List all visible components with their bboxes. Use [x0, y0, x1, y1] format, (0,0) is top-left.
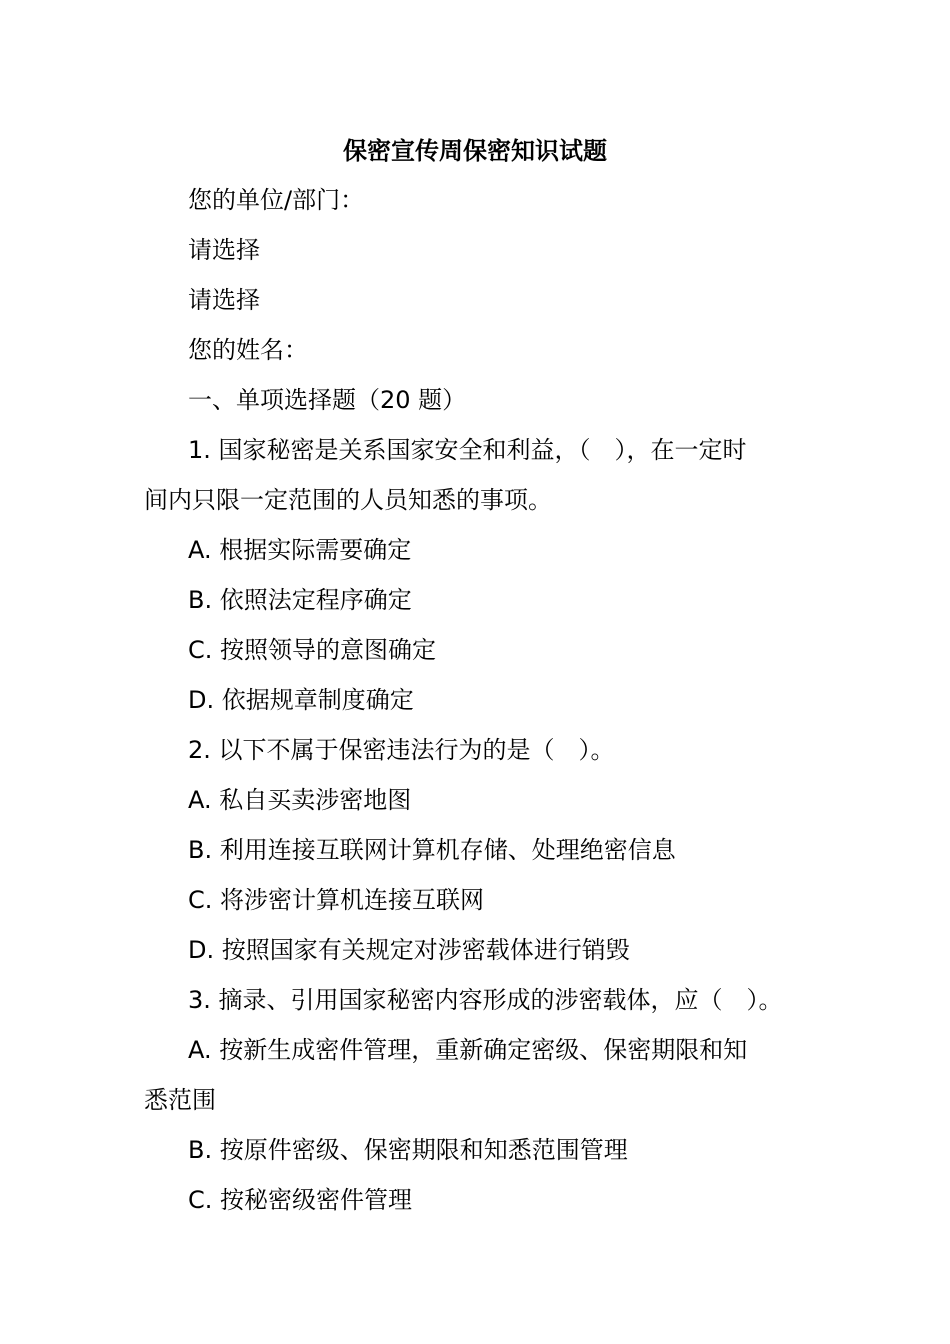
name-label: 您的姓名：	[188, 336, 308, 364]
question-1-option-b: B. 依照法定程序确定	[188, 586, 412, 614]
question-2-option-c: C. 将涉密计算机连接互联网	[188, 886, 485, 914]
section-heading: 一、单项选择题（20 题）	[188, 386, 467, 414]
unit-label: 您的单位/部门：	[188, 186, 365, 214]
question-1-option-c: C. 按照领导的意图确定	[188, 636, 437, 664]
question-1-stem-line-2: 间内只限一定范围的人员知悉的事项。	[144, 486, 552, 514]
question-1-option-a: A. 根据实际需要确定	[188, 536, 412, 564]
unit-select-2[interactable]: 请选择	[188, 286, 260, 314]
question-2-option-a: A. 私自买卖涉密地图	[188, 786, 412, 814]
unit-select-1[interactable]: 请选择	[188, 236, 260, 264]
question-1-option-d: D. 依据规章制度确定	[188, 686, 414, 714]
question-3-option-b: B. 按原件密级、保密期限和知悉范围管理	[188, 1136, 628, 1164]
question-2-stem: 2. 以下不属于保密违法行为的是（ ）。	[188, 736, 615, 764]
question-2-option-d: D. 按照国家有关规定对涉密载体进行销毁	[188, 936, 630, 964]
question-2-option-b: B. 利用连接互联网计算机存储、处理绝密信息	[188, 836, 676, 864]
question-3-stem: 3. 摘录、引用国家秘密内容形成的涉密载体，应（ ）。	[188, 986, 783, 1014]
question-3-option-c: C. 按秘密级密件管理	[188, 1186, 413, 1214]
question-1-stem-line-1: 1. 国家秘密是关系国家安全和利益，（ ），在一定时	[188, 436, 747, 464]
document-title: 保密宣传周保密知识试题	[343, 137, 607, 165]
question-3-option-a-continued: 悉范围	[144, 1086, 216, 1114]
question-3-option-a: A. 按新生成密件管理，重新确定密级、保密期限和知	[188, 1036, 748, 1064]
